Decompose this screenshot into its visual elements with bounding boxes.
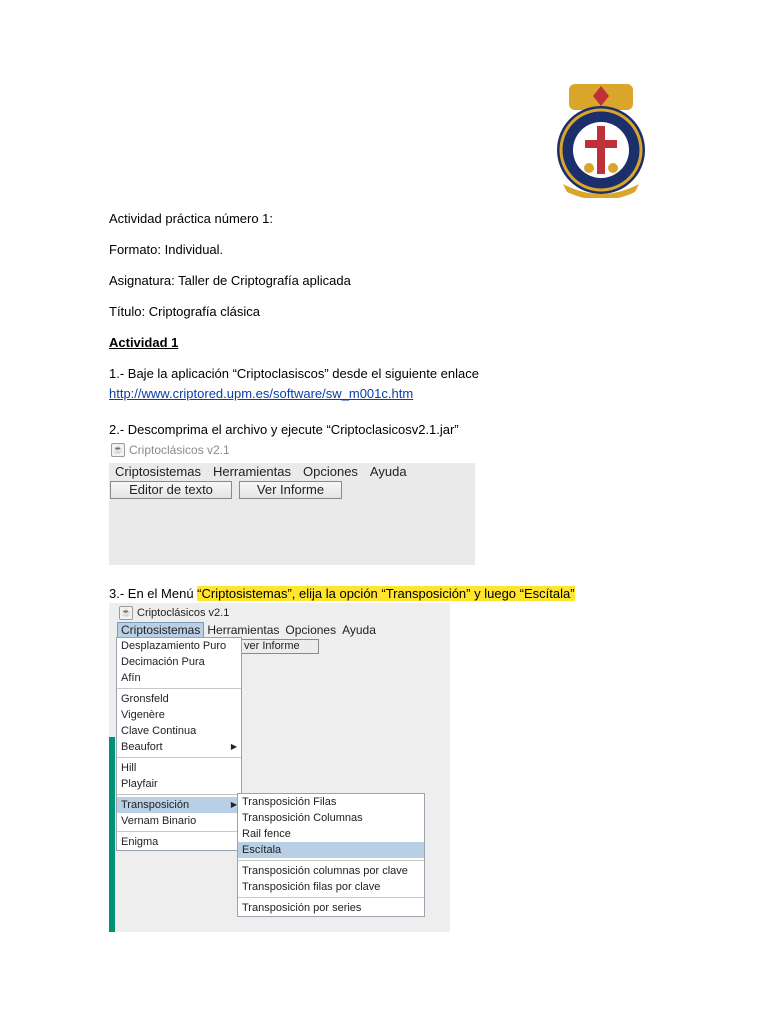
menu-separator: [117, 831, 241, 832]
menu-item-playfair[interactable]: Playfair: [121, 778, 158, 790]
menu-separator: [117, 688, 241, 689]
submenu-arrow-icon: ▶: [230, 742, 237, 751]
window-title: Criptoclásicos v2.1: [137, 607, 230, 619]
menu-item-label: Beaufort: [121, 741, 163, 753]
java-app-icon: ☕: [119, 606, 133, 620]
app-window-screenshot-2: [109, 603, 450, 932]
download-link[interactable]: http://www.criptored.upm.es/software/sw_m001c.htm: [109, 386, 414, 401]
menu-item-desplazamiento[interactable]: Desplazamiento Puro: [121, 640, 227, 652]
format-line: Formato: Individual.: [109, 242, 224, 257]
submenu-arrow-icon: ▶: [230, 800, 237, 809]
menu-bar: [109, 463, 475, 481]
java-app-icon: ☕: [111, 443, 125, 457]
activity-heading: Actividad 1: [109, 335, 179, 350]
menu-item-clave-continua[interactable]: Clave Continua: [121, 725, 197, 737]
menu-separator: [117, 757, 241, 758]
step-3-highlight: “Criptosistemas”, elija la opción “Transposición” y luego “Escítala”: [197, 586, 575, 601]
menu-item-gronsfeld[interactable]: Gronsfeld: [121, 693, 169, 705]
menu-item-transposicion[interactable]: [117, 797, 241, 813]
menu-item-label: Transposición: [121, 799, 190, 811]
menu-item-vernam[interactable]: Vernam Binario: [121, 815, 197, 827]
menu-ayuda[interactable]: Ayuda: [342, 623, 376, 637]
menu-separator: [117, 794, 241, 795]
menu-criptosistemas[interactable]: Criptosistemas: [117, 622, 204, 638]
ver-informe-button[interactable]: ver Informe: [239, 639, 319, 654]
university-seal-logo: [555, 84, 647, 198]
menu-herramientas[interactable]: Herramientas: [207, 623, 280, 637]
submenu-item-columnas-clave[interactable]: Transposición columnas por clave: [242, 865, 408, 877]
ver-informe-button[interactable]: Ver Informe: [239, 481, 342, 499]
menu-criptosistemas[interactable]: Criptosistemas: [115, 464, 201, 479]
subject-line: Asignatura: Taller de Criptografía aplicada: [109, 273, 351, 288]
window-titlebar: [109, 440, 475, 460]
app-window-screenshot-1: [109, 440, 475, 565]
menu-item-enigma[interactable]: Enigma: [121, 836, 159, 848]
submenu-item-series[interactable]: Transposición por series: [242, 902, 362, 914]
accent-bar: [109, 737, 115, 932]
step-1: 1.- Baje la aplicación “Criptoclasiscos” desde el siguiente enlace: [109, 366, 479, 381]
menu-ayuda[interactable]: Ayuda: [369, 464, 407, 479]
criptosistemas-dropdown: [116, 637, 242, 851]
window-title: Criptoclásicos v2.1: [129, 443, 230, 457]
title-line: Título: Criptografía clásica: [109, 304, 261, 319]
window-titlebar: [117, 605, 229, 621]
step-3-prefix: 3.- En el Menú: [109, 586, 198, 601]
window-body: [109, 463, 475, 565]
menu-item-decimacion[interactable]: Decimación Pura: [121, 656, 205, 668]
editor-texto-button[interactable]: Editor de texto: [110, 481, 232, 499]
menu-item-beaufort[interactable]: [117, 739, 241, 755]
toolbar: [109, 481, 475, 499]
menu-opciones[interactable]: Opciones: [303, 464, 358, 479]
menu-item-hill[interactable]: Hill: [121, 762, 137, 774]
menu-separator: [238, 860, 424, 861]
transposicion-submenu: [237, 793, 425, 917]
menu-item-afin[interactable]: Afín: [121, 672, 141, 684]
submenu-item-escitala[interactable]: Escítala: [238, 842, 424, 858]
submenu-item-filas[interactable]: Transposición Filas: [242, 796, 337, 808]
step-3: [109, 586, 575, 602]
submenu-item-columnas[interactable]: Transposición Columnas: [242, 812, 363, 824]
submenu-item-rail-fence[interactable]: Rail fence: [242, 828, 291, 840]
menu-opciones[interactable]: Opciones: [285, 623, 337, 637]
menu-herramientas[interactable]: Herramientas: [212, 464, 291, 479]
submenu-item-filas-clave[interactable]: Transposición filas por clave: [242, 881, 381, 893]
menu-separator: [238, 897, 424, 898]
step-2: 2.- Descomprima el archivo y ejecute “Criptoclasicosv2.1.jar”: [109, 422, 459, 437]
activity-number: Actividad práctica número 1:: [109, 211, 274, 226]
menu-item-vigenere[interactable]: Vigenère: [121, 709, 165, 721]
menu-bar: [117, 622, 379, 638]
